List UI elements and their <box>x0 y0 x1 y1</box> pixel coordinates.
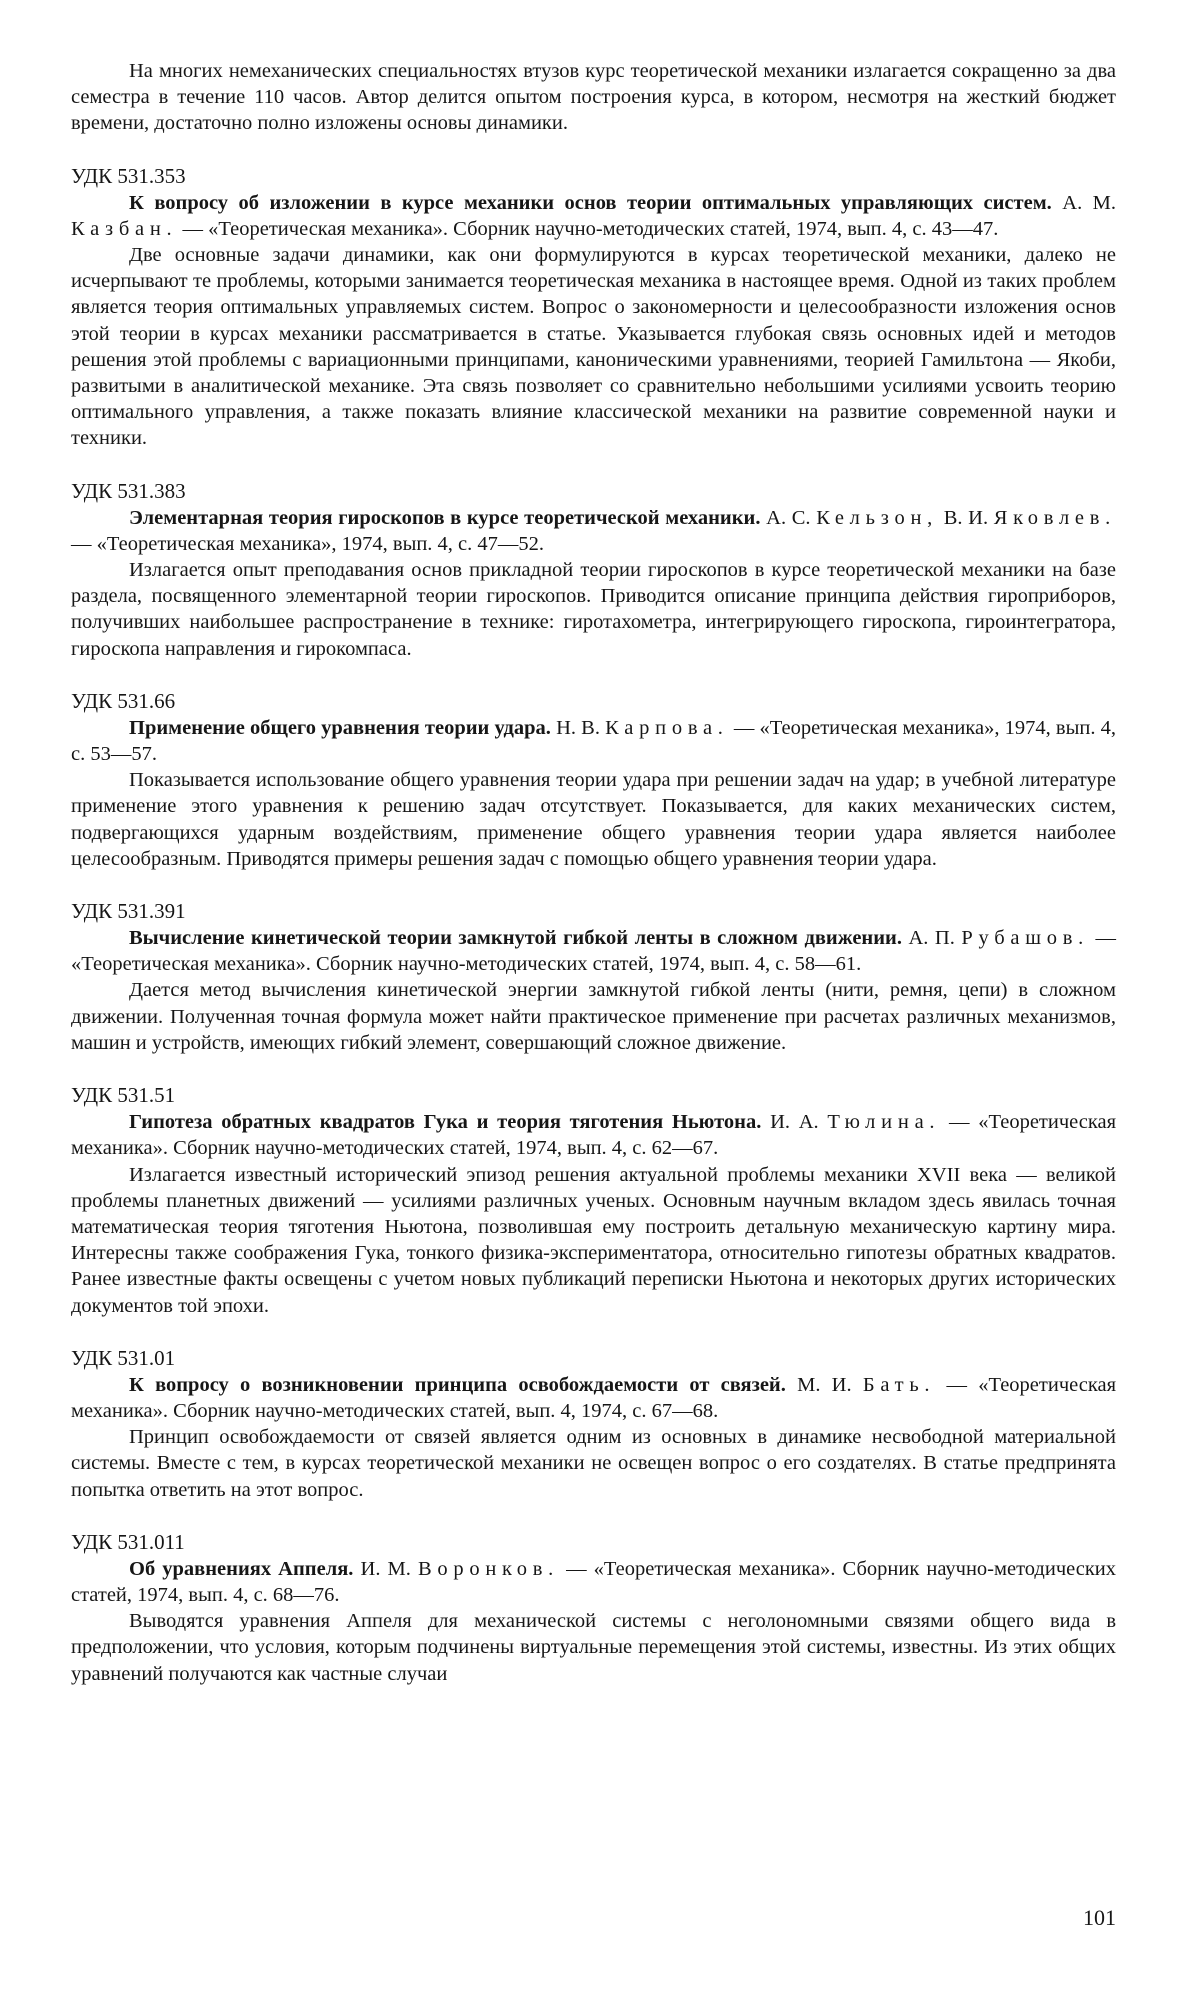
abstract-entry <box>71 1345 1116 1503</box>
abstract-entry <box>71 898 1116 1056</box>
author-surname: Рубашов. <box>961 927 1090 950</box>
entry-abstract: Дается метод вычисления кинетической энергии замкнутой гибкой ленты (нити, ремня, цепи) в сложном движении. Полученная точная формула может найти практическое применение при расчетах различных механизмов, машин и устройств, имеющих гибкий элемент, совершающий сложное движение. <box>71 979 1116 1054</box>
author-initials: А. С. <box>766 506 811 529</box>
entry-abstract: Принцип освобождаемости от связей является одним из основных в динамике несвободной материальной системы. Вместе с тем, в курсах теоретической механики не освещен вопрос о его создателях. В статье предпринята попытка ответить на этот вопрос. <box>71 1426 1116 1501</box>
author-surname: Тюлина. <box>827 1111 941 1134</box>
intro-paragraph: На многих немеханических специальностях втузов курс теоретической механики излагается сокращенно за два семестра в течение 110 часов. Автор делится опытом построения курса, в котором, несмотря на жесткий бюджет времени, достаточно полно изложены основы динамики. <box>71 60 1116 135</box>
author-surname: Казбан. <box>71 217 178 240</box>
entry-title: Элементарная теория гироскопов в курсе теоретической механики. <box>129 506 761 529</box>
entry-abstract: Две основные задачи динамики, как они формулируются в курсах теоретической механики, далеко не исчерпывают те проблемы, которыми занимается теоретическая механика в настоящее время. Одной из таких проблем является теория оптимальных управляемых систем. Вопрос о закономерности и целесообразности изложения основ этой теории в курсах механики рассматривается в статье. Указывается глубокая связь основных идей и методов решения этой проблемы с вариационными принципами, каноническими уравнениями, теорией Гамильтона — Якоби, развитыми в аналитической механике. Эта связь позволяет со сравнительно небольшими усилиями усвоить теорию оптимального управления, а также показать влияние классической механики на развитие современной науки и техники. <box>71 244 1116 450</box>
abstract-entry <box>71 1082 1116 1319</box>
entry-heading <box>71 925 1116 977</box>
entry-source: — «Теоретическая механика». Сборник научно-методических статей, 1974, вып. 4, с. 43—47. <box>182 217 999 240</box>
entry-heading <box>71 1372 1116 1424</box>
entry-abstract: Выводятся уравнения Аппеля для механической системы с неголономными связями общего вида в предположении, что условия, которым подчинены виртуальные перемещения этой системы, известны. Из этих общих уравнений получаются как частные случаи <box>71 1610 1116 1685</box>
entry-heading <box>71 1556 1116 1608</box>
udc-code: УДК 531.011 <box>71 1529 185 1554</box>
author-surname: Бать. <box>862 1373 936 1396</box>
author-surname: Карпова. <box>605 716 729 739</box>
entry-title: Применение общего уравнения теории удара. <box>129 716 551 739</box>
author-initials: Н. В. <box>556 716 600 739</box>
page-number: 101 <box>1083 1905 1116 1930</box>
entry-heading <box>71 1109 1116 1161</box>
entry-source: — «Теоретическая механика», 1974, вып. 4, с. 47—52. <box>71 532 545 555</box>
abstract-entry <box>71 478 1116 662</box>
entry-title: К вопросу об изложении в курсе механики основ теории оптимальных управляющих систем. <box>129 191 1052 214</box>
abstract-entry <box>71 688 1116 872</box>
udc-code: УДК 531.391 <box>71 899 186 924</box>
udc-code: УДК 531.51 <box>71 1083 176 1108</box>
entry-source: — «Теоретическая механика». Сборник научно-методических статей, 1974, вып. 4, с. 68—76. <box>71 1557 1117 1606</box>
author-initials: М. И. <box>797 1373 852 1396</box>
author-initials: А. М. <box>1062 191 1117 214</box>
author2-surname: Яковлев. <box>993 506 1117 529</box>
entry-abstract: Излагается опыт преподавания основ прикладной теории гироскопов в курсе теоретической механики на базе раздела, посвященного элементарной теории гироскопов. Приводится описание принципа действия гироприборов, получивших наибольшее распространение в технике: гиротахометра, интегрирующего гироскопа, гироинтегратора, гироскопа направления и гирокомпаса. <box>71 559 1116 660</box>
entry-title: К вопросу о возникновении принципа освобождаемости от связей. <box>129 1373 786 1396</box>
udc-code: УДК 531.383 <box>71 478 186 503</box>
author-initials: И. М. <box>360 1557 411 1580</box>
udc-code: УДК 531.353 <box>71 163 186 188</box>
entry-title: Вычисление кинетической теории замкнутой гибкой ленты в сложном движении. <box>129 927 902 950</box>
abstract-entry <box>71 1529 1116 1687</box>
author-surname: Кельзон, <box>816 506 939 529</box>
udc-code: УДК 531.66 <box>71 688 176 713</box>
entry-source: — «Теоретическая механика». Сборник научно-методических статей, 1974, вып. 4, с. 58—61. <box>71 927 1117 976</box>
entry-heading <box>71 190 1116 242</box>
author-initials: И. А. <box>770 1111 819 1134</box>
document-page <box>71 58 1116 1687</box>
entry-source: — «Теоретическая механика». Сборник научно-методических статей, вып. 4, 1974, с. 67—68. <box>71 1373 1117 1422</box>
entry-heading <box>71 715 1116 767</box>
entry-heading <box>71 505 1116 557</box>
author-initials: А. П. <box>908 927 955 950</box>
entry-title: Об уравнениях Аппеля. <box>129 1557 354 1580</box>
entry-abstract: Показывается использование общего уравнения теории удара при решении задач на удар; в учебной литературе применение этого уравнения к решению задач отсутствует. Показывается, для каких механических систем, подвергающихся ударным воздействиям, применение общего уравнения теории удара является наиболее целесообразным. Приводятся примеры решения задач с помощью общего уравнения теории удара. <box>71 769 1116 870</box>
author2-initials: В. И. <box>943 506 989 529</box>
udc-code: УДК 531.01 <box>71 1345 176 1370</box>
entry-title: Гипотеза обратных квадратов Гука и теория тяготения Ньютона. <box>129 1111 762 1134</box>
abstract-entry <box>71 163 1116 452</box>
entry-source: — «Теоретическая механика». Сборник научно-методических статей, 1974, вып. 4, с. 62—67. <box>71 1111 1117 1160</box>
entry-abstract: Излагается известный исторический эпизод решения актуальной проблемы механики XVII века — великой проблемы планетных движений — усилиями различных ученых. Основным научным вкладом здесь явилась точная математическая теория тяготения Ньютона, позволившая ему построить детальную механическую картину мира. Интересны также соображения Гука, тонкого физика-экспериментатора, относительно гипотезы обратных квадратов. Ранее известные факты освещены с учетом новых публикаций переписки Ньютона и некоторых других исторических документов той эпохи. <box>71 1163 1116 1317</box>
author-surname: Воронков. <box>417 1557 559 1580</box>
entry-source: — «Теоретическая механика», 1974, вып. 4, с. 53—57. <box>71 716 1117 766</box>
